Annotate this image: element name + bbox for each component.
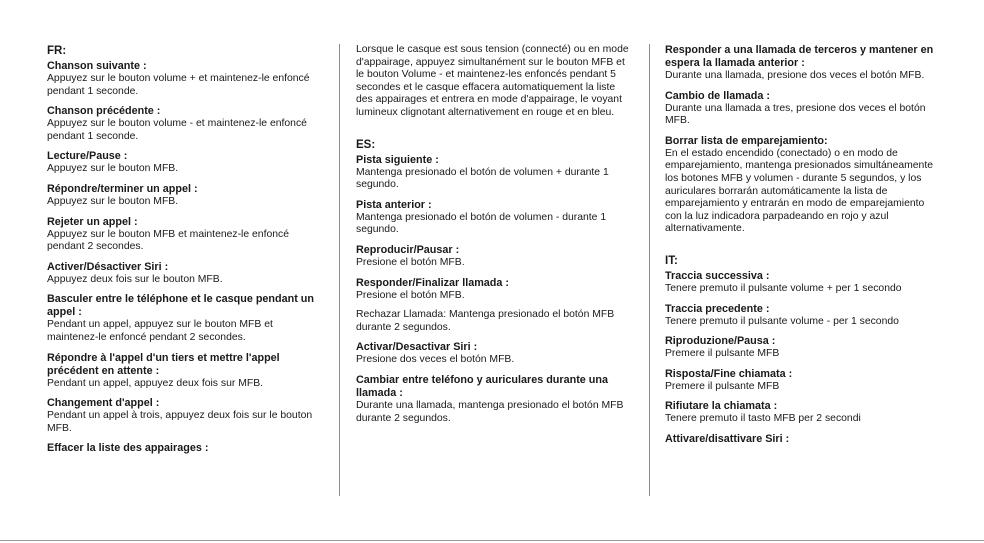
instruction-entry <box>356 154 632 192</box>
entry-title: Répondre à l'appel d'un tiers et mettre l'appel précédent en attente : <box>47 351 280 377</box>
entry-title: Basculer entre le téléphone et le casque pendant un appel : <box>47 293 314 319</box>
instruction-entry <box>665 400 941 426</box>
entry-title: Changement d'appel : <box>47 397 160 410</box>
entry-text: Durante una llamada, presione dos veces el botón MFB. <box>665 70 925 81</box>
instruction-entry <box>665 303 941 329</box>
entry-text: Pendant un appel, appuyez deux fois sur MFB. <box>47 377 264 389</box>
entry-text-continuation: Lorsque le casque est sous tension (connecté) ou en mode d'appairage, appuyez simultanément sur le bouton MFB et le bouton Volume - et maintenez-les enfoncés pendant 5 secondes et le casque effacera automatiquement la liste des appairages et entrera en mode d'appairage, le voyant lumineux clignotant alternativement en rouge et en bleu. <box>356 44 629 118</box>
entry-title: Rifiutare la chiamata : <box>665 400 778 413</box>
instruction-entry <box>356 199 632 237</box>
entry-text: Premere il pulsante MFB <box>665 348 780 360</box>
entry-text: Pendant un appel, appuyez sur le bouton MFB et maintenez-le enfoncé pendant 2 secondes. <box>47 319 273 343</box>
entry-title: Chanson précédente : <box>47 105 161 118</box>
instruction-entry <box>47 183 319 209</box>
instruction-entry <box>47 105 319 143</box>
instruction-entry <box>665 368 941 394</box>
instruction-entry <box>47 216 319 254</box>
section-heading-fr: FR: <box>47 45 67 57</box>
instruction-entry <box>47 60 319 98</box>
entry-title: Pista anterior : <box>356 198 432 211</box>
column-divider <box>339 44 340 496</box>
entry-title: Risposta/Fine chiamata : <box>665 367 793 380</box>
entry-title: Effacer la liste des appairages : <box>47 442 209 455</box>
instruction-entry <box>356 244 632 270</box>
instruction-entry <box>665 335 941 361</box>
column-french <box>47 44 319 462</box>
entry-title: Pista siguiente : <box>356 153 439 166</box>
entry-text: Presione el botón MFB. <box>356 256 465 268</box>
entry-text: Mantenga presionado el botón de volumen - durante 1 segundo. <box>356 211 607 236</box>
entry-title: Lecture/Pause : <box>47 150 128 163</box>
instruction-entry <box>356 309 632 334</box>
entry-title: Activer/Désactiver Siri : <box>47 260 169 273</box>
entry-title: Activar/Desactivar Siri : <box>356 341 478 354</box>
column-spanish-italian <box>665 44 941 453</box>
entry-title: Attivare/disattivare Siri : <box>665 432 790 445</box>
entry-text: Tenere premuto il pulsante volume - per 1 secondo <box>665 315 899 327</box>
column-divider <box>649 44 650 496</box>
entry-title: Traccia successiva : <box>665 269 770 282</box>
entry-title: Reproducir/Pausar : <box>356 243 460 256</box>
entry-title: Riproduzione/Pausa : <box>665 335 776 348</box>
entry-text: Rechazar Llamada: Mantenga presionado el botón MFB durante 2 segundos. <box>356 309 615 333</box>
entry-text: Premere il pulsante MFB <box>665 380 780 392</box>
entry-text: Durante una llamada, mantenga presionado el botón MFB durante 2 segundos. <box>356 399 624 424</box>
entry-title: Chanson suivante : <box>47 60 147 72</box>
instruction-entry <box>665 90 941 128</box>
section-heading-es: ES: <box>356 138 376 151</box>
instruction-entry <box>47 150 319 176</box>
entry-text: Appuyez sur le bouton volume - et maintenez-le enfoncé pendant 1 seconde. <box>47 118 307 142</box>
entry-title: Responder/Finalizar llamada : <box>356 276 509 289</box>
instruction-entry <box>47 352 319 391</box>
entry-title: Traccia precedente : <box>665 302 770 315</box>
entry-title: Cambiar entre teléfono y auriculares durante una llamada : <box>356 373 608 399</box>
instruction-entry <box>47 442 319 455</box>
column-french-spanish <box>356 44 632 432</box>
instruction-entry <box>665 44 941 83</box>
instruction-entry <box>47 397 319 435</box>
section-heading-it: IT: <box>665 254 678 267</box>
instruction-entry <box>47 293 319 344</box>
entry-text: Mantenga presionado el botón de volumen + durante 1 segundo. <box>356 166 609 191</box>
entry-text: Tenere premuto il tasto MFB per 2 secondi <box>665 413 861 425</box>
instruction-entry <box>665 270 941 296</box>
instruction-entry <box>665 433 941 446</box>
entry-text: Presione el botón MFB. <box>356 289 465 301</box>
entry-text: Appuyez deux fois sur le bouton MFB. <box>47 273 223 285</box>
entry-title: Rejeter un appel : <box>47 215 138 228</box>
entry-text: Durante una llamada a tres, presione dos veces el botón MFB. <box>665 102 926 127</box>
entry-text: Pendant un appel à trois, appuyez deux fois sur le bouton MFB. <box>47 410 313 434</box>
entry-title: Répondre/terminer un appel : <box>47 182 198 195</box>
entry-text: Appuyez sur le bouton MFB et maintenez-le enfoncé pendant 2 secondes. <box>47 228 290 253</box>
instruction-entry <box>356 341 632 367</box>
instruction-entry <box>356 277 632 303</box>
page-bottom-rule <box>0 540 984 541</box>
entry-title: Borrar lista de emparejamiento: <box>665 134 828 147</box>
entry-title: Responder a una llamada de terceros y mantener en espera la llamada anterior : <box>665 44 934 69</box>
entry-title: Cambio de llamada : <box>665 89 770 102</box>
entry-text: En el estado encendido (conectado) o en modo de emparejamiento, mantenga presionados simultáneamente los botones MFB y volumen - durante 5 segundos, y los auriculares borrarán automáticamente la lista de emparejamiento y entrarán en modo de emparejamiento con la luz indicadora parpadeando en rojo y azul alternativamente. <box>665 147 934 235</box>
instruction-entry <box>47 261 319 287</box>
instruction-entry <box>665 135 941 236</box>
entry-text: Appuyez sur le bouton MFB. <box>47 195 179 207</box>
entry-text: Tenere premuto il pulsante volume + per 1 secondo <box>665 282 902 294</box>
instruction-entry <box>356 374 632 425</box>
entry-text: Presione dos veces el botón MFB. <box>356 354 515 366</box>
entry-text: Appuyez sur le bouton volume + et maintenez-le enfoncé pendant 1 seconde. <box>47 73 310 97</box>
entry-text: Appuyez sur le bouton MFB. <box>47 163 179 175</box>
